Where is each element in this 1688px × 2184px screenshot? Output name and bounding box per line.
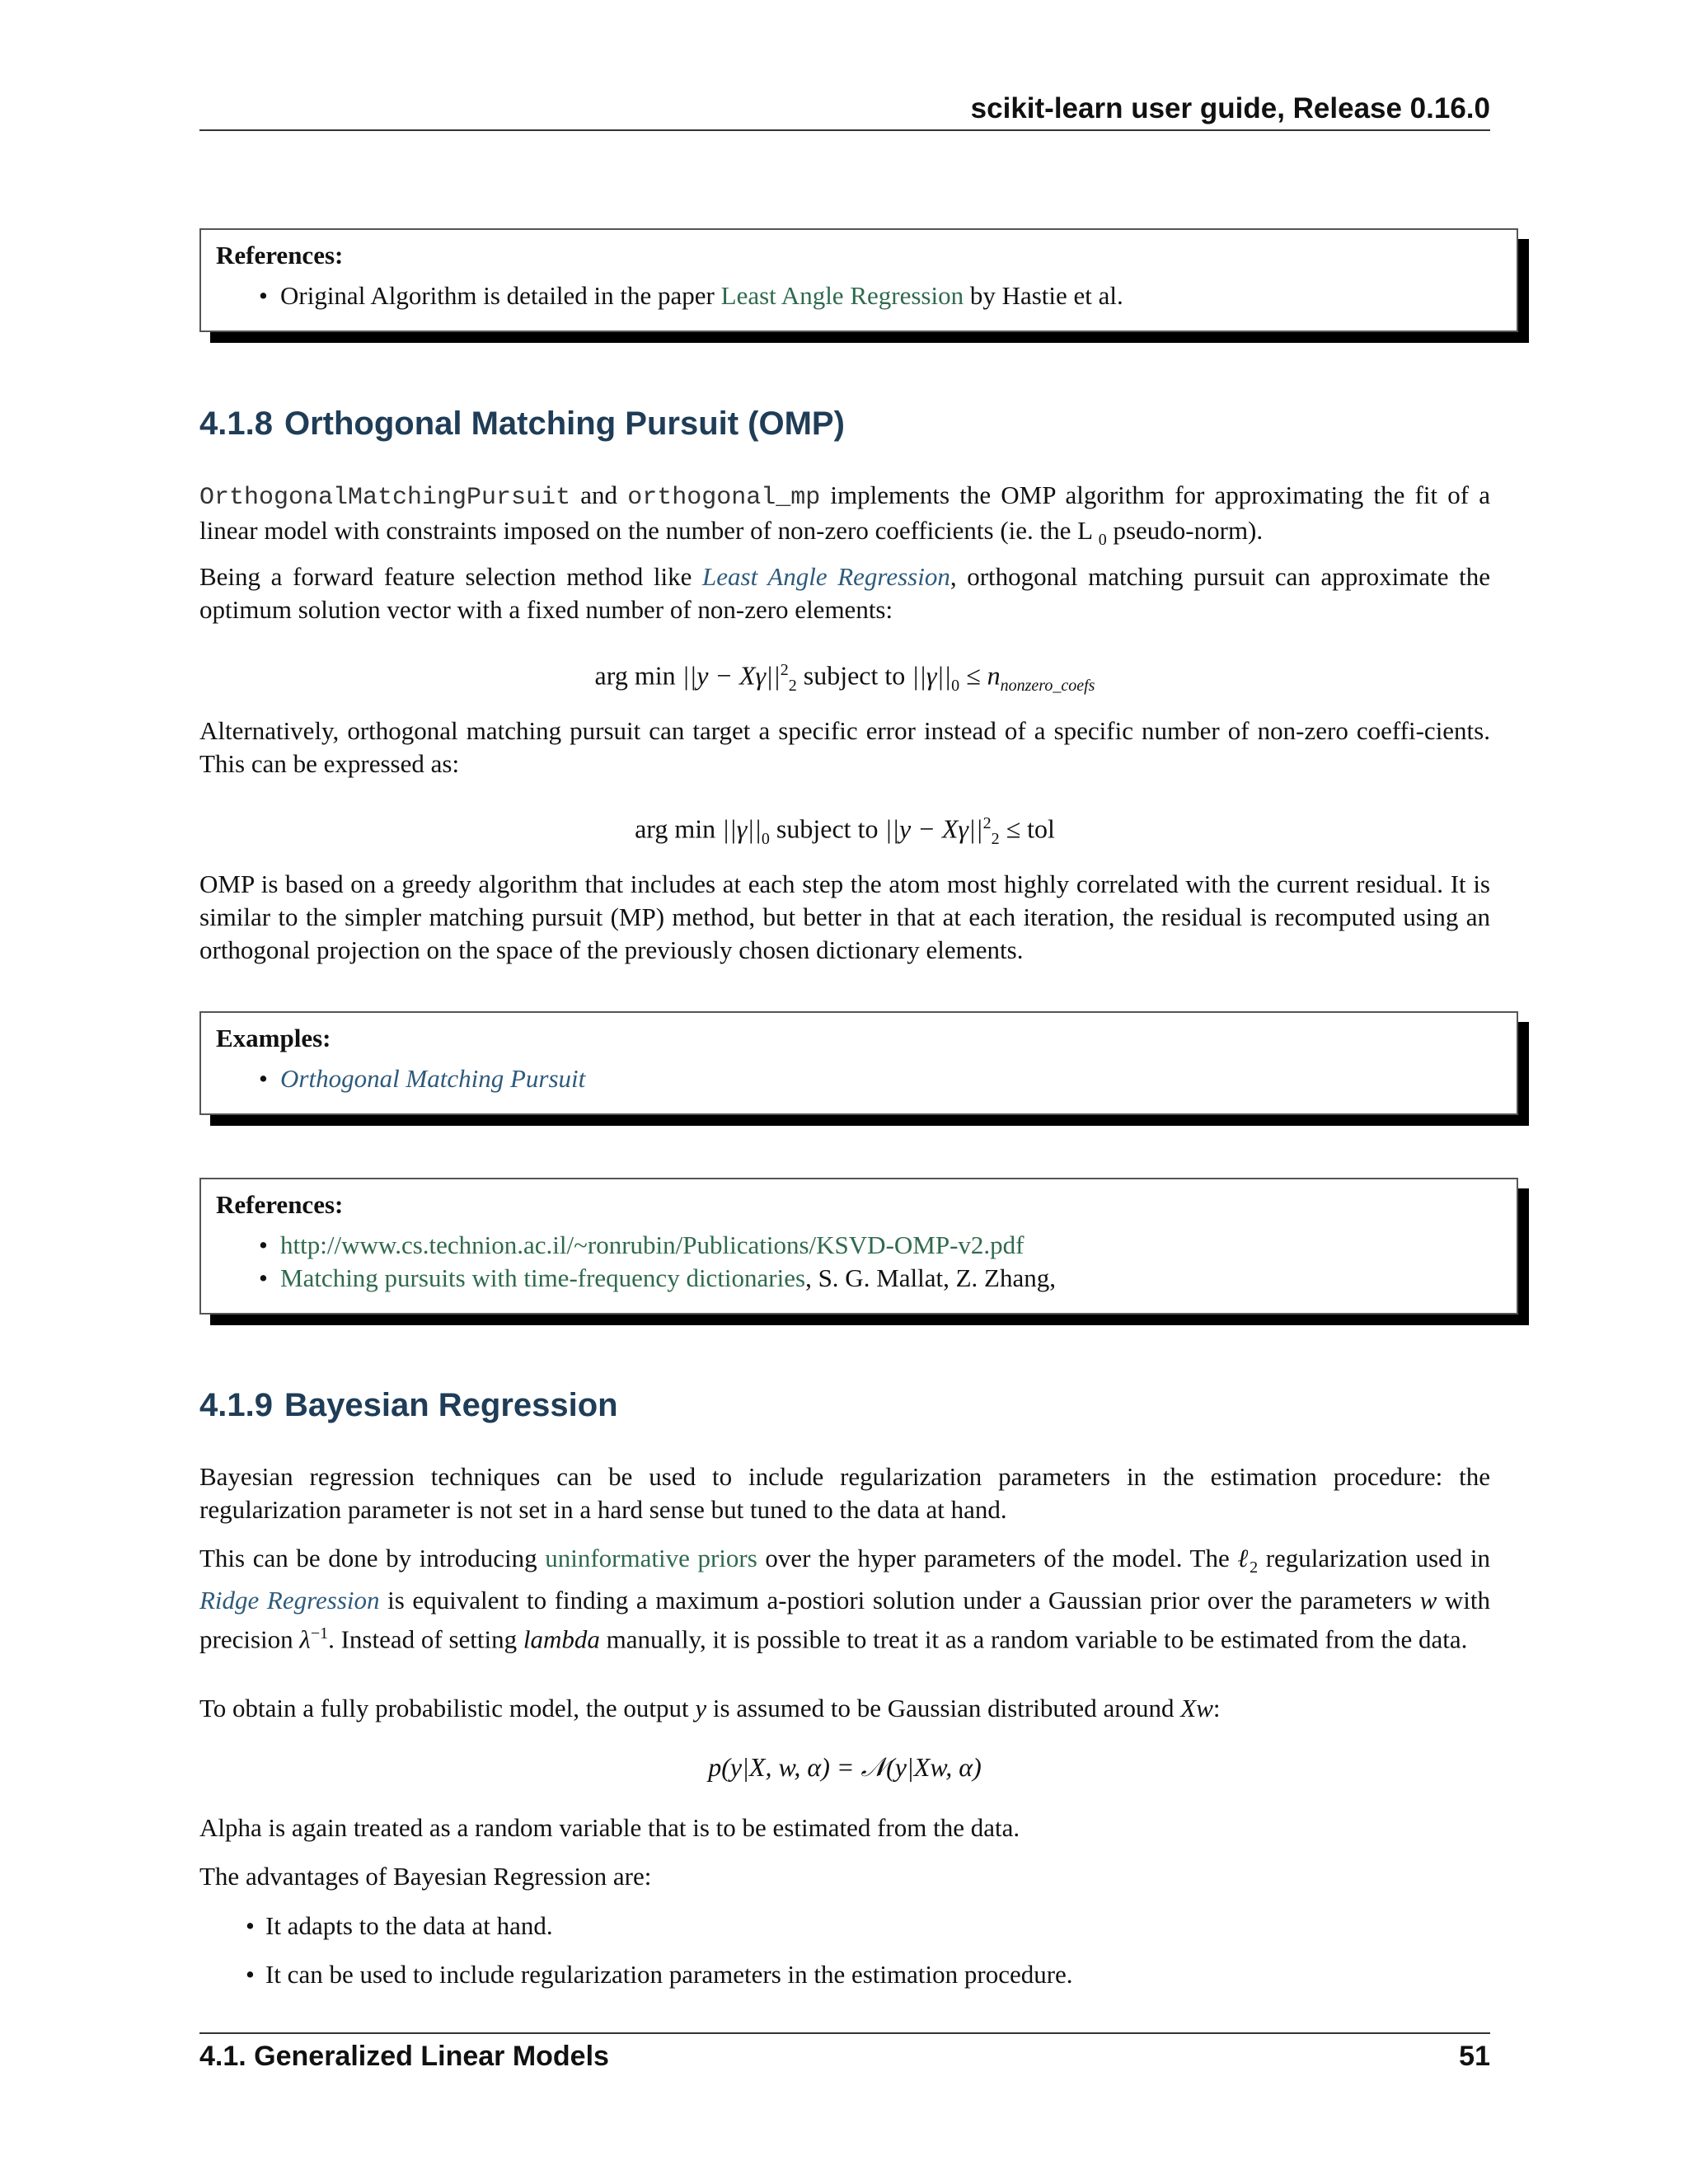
math-term: ≤ n — [959, 660, 1001, 691]
ridge-regression-link[interactable]: Ridge Regression — [199, 1586, 380, 1615]
math-text: ≤ tol — [999, 813, 1055, 844]
subscript: 0 — [951, 677, 960, 696]
math-term: ||y − Xγ|| — [884, 813, 983, 844]
references-list — [216, 279, 1502, 312]
bayes-equation — [199, 1750, 1490, 1783]
list-item: • It can be used to include regularization parameters in the estimation procedure. — [199, 1958, 1490, 1991]
references-box-2 — [199, 1178, 1518, 1315]
math-op: arg min — [635, 813, 723, 844]
math-term: ||y − Xγ|| — [682, 660, 781, 691]
page-footer — [199, 2041, 1490, 2073]
footer-rule — [199, 2032, 1490, 2034]
footer-section: 4.1. Generalized Linear Models — [199, 2041, 609, 2072]
list-item: • It adapts to the data at hand. — [199, 1910, 1490, 1943]
math-text: subject to — [769, 813, 885, 844]
section-title: Bayesian Regression — [284, 1387, 618, 1423]
text: Being a forward feature selection method like — [199, 562, 703, 591]
orthogonal-matching-pursuit-link[interactable]: Orthogonal Matching Pursuit — [280, 1064, 586, 1093]
bayes-paragraph-1: Bayesian regression techniques can be used to include regularization parameters in the estimation procedure: the regularization parameter is not set in a hard sense but tuned to the data at hand. — [199, 1462, 1490, 1524]
references-box — [199, 228, 1518, 332]
uninformative-priors-link[interactable]: uninformative priors — [545, 1544, 757, 1572]
text: and — [570, 480, 628, 509]
examples-title: Examples: — [216, 1024, 331, 1052]
omp-equation-2 — [199, 807, 1490, 855]
text: is assumed to be Gaussian distributed around — [706, 1694, 1181, 1722]
subscript: 2 — [991, 830, 1000, 849]
reference-text: Original Algorithm is detailed in the paper — [280, 281, 721, 310]
text: with precision — [199, 1586, 1490, 1654]
text: . Instead of setting — [328, 1624, 523, 1654]
math-term: ℓ — [1237, 1544, 1250, 1572]
running-header: scikit-learn user guide, Release 0.16.0 — [970, 92, 1490, 124]
text: over the hyper parameters of the model. The — [757, 1544, 1238, 1572]
text: implements the OMP algorithm for approximating the fit of a linear model with constraints imposed on the number of non-zero coefficients (ie. the L — [199, 480, 1490, 545]
example-item — [280, 1062, 1502, 1095]
text: pseudo-norm). — [1106, 516, 1264, 545]
math-term: ||γ|| — [912, 660, 952, 691]
ksvd-omp-pdf-link[interactable]: http://www.cs.technion.ac.il/~ronrubin/Publications/KSVD-OMP-v2.pdf — [280, 1230, 1025, 1259]
least-angle-regression-link[interactable]: Least Angle Regression — [720, 281, 964, 310]
emphasis: lambda — [523, 1624, 600, 1654]
section-title: Orthogonal Matching Pursuit (OMP) — [284, 405, 845, 442]
superscript: −1 — [310, 1624, 329, 1643]
least-angle-regression-link[interactable]: Least Angle Regression — [702, 562, 950, 591]
text: This can be done by introducing — [199, 1544, 546, 1572]
header-rule — [199, 129, 1490, 131]
section-heading-omp — [199, 405, 845, 443]
math-term: Xw — [1180, 1694, 1213, 1722]
omp-equation-1 — [199, 654, 1490, 702]
superscript: 2 — [780, 661, 789, 679]
math-term: w — [1419, 1586, 1437, 1615]
text: is equivalent to finding a maximum a-postiori solution under a Gaussian prior over the parameters — [379, 1586, 1420, 1615]
math-text: subject to — [796, 660, 912, 691]
bayes-paragraph-3 — [199, 1692, 1490, 1725]
examples-list — [216, 1062, 1502, 1095]
bayes-paragraph-2 — [199, 1542, 1490, 1657]
references-title: References: — [216, 1190, 344, 1219]
subscript: 2 — [788, 677, 797, 696]
reference-text: by Hastie et al. — [964, 281, 1123, 310]
text: To obtain a fully probabilistic model, the output — [199, 1694, 696, 1722]
subscript: 0 — [1098, 531, 1107, 550]
bayes-paragraph-5: The advantages of Bayesian Regression are: — [199, 1862, 652, 1891]
section-number: 4.1.8 — [199, 405, 273, 442]
matching-pursuits-link[interactable]: Matching pursuits with time-frequency dictionaries — [280, 1263, 806, 1292]
subscript: nonzero_coefs — [1000, 677, 1095, 696]
math-term: ||γ|| — [722, 813, 762, 844]
reference-item — [280, 1229, 1502, 1262]
text: manually, it is possible to treat it as a random variable to be estimated from the data. — [599, 1624, 1468, 1654]
subscript: 0 — [761, 830, 770, 849]
math-op: arg min — [594, 660, 682, 691]
text: , orthogonal matching pursuit can approximate the optimum solution vector with a fixed number of non-zero elements: — [199, 562, 1490, 624]
code-class-name: OrthogonalMatchingPursuit — [199, 484, 571, 512]
omp-paragraph-3: Alternatively, orthogonal matching pursuit can target a specific error instead of a specific number of non-zero coeffi-cients. This can be expressed as: — [199, 716, 1490, 778]
subscript: 2 — [1250, 1558, 1259, 1577]
page-number: 51 — [1459, 2041, 1490, 2072]
superscript: 2 — [982, 814, 992, 832]
math-term: λ — [299, 1624, 311, 1654]
math-term: y — [695, 1694, 707, 1722]
text: : — [1212, 1694, 1221, 1722]
references-title: References: — [216, 241, 344, 269]
reference-item — [280, 279, 1502, 312]
examples-box — [199, 1011, 1518, 1115]
math-term: p(y|X, w, α) = 𝒩(y|Xw, α) — [708, 1752, 982, 1782]
references-list — [216, 1229, 1502, 1295]
reference-text: , S. G. Mallat, Z. Zhang, — [805, 1263, 1056, 1292]
omp-paragraph-4: OMP is based on a greedy algorithm that includes at each step the atom most highly correlated with the current residual. It is similar to the simpler matching pursuit (MP) method, but better in that at each iteration, the residual is recomputed using an orthogonal projection on the space of the previously chosen dictionary elements. — [199, 869, 1490, 964]
code-function-name: orthogonal_mp — [627, 484, 821, 512]
text: regularization used in — [1258, 1544, 1490, 1572]
omp-paragraph-1 — [199, 479, 1490, 556]
bayes-paragraph-4: Alpha is again treated as a random variable that is to be estimated from the data. — [199, 1813, 1020, 1842]
section-number: 4.1.9 — [199, 1387, 273, 1423]
reference-item — [280, 1262, 1502, 1295]
omp-paragraph-2 — [199, 560, 1490, 626]
section-heading-bayesian — [199, 1387, 618, 1424]
advantages-list — [199, 1910, 1490, 2007]
